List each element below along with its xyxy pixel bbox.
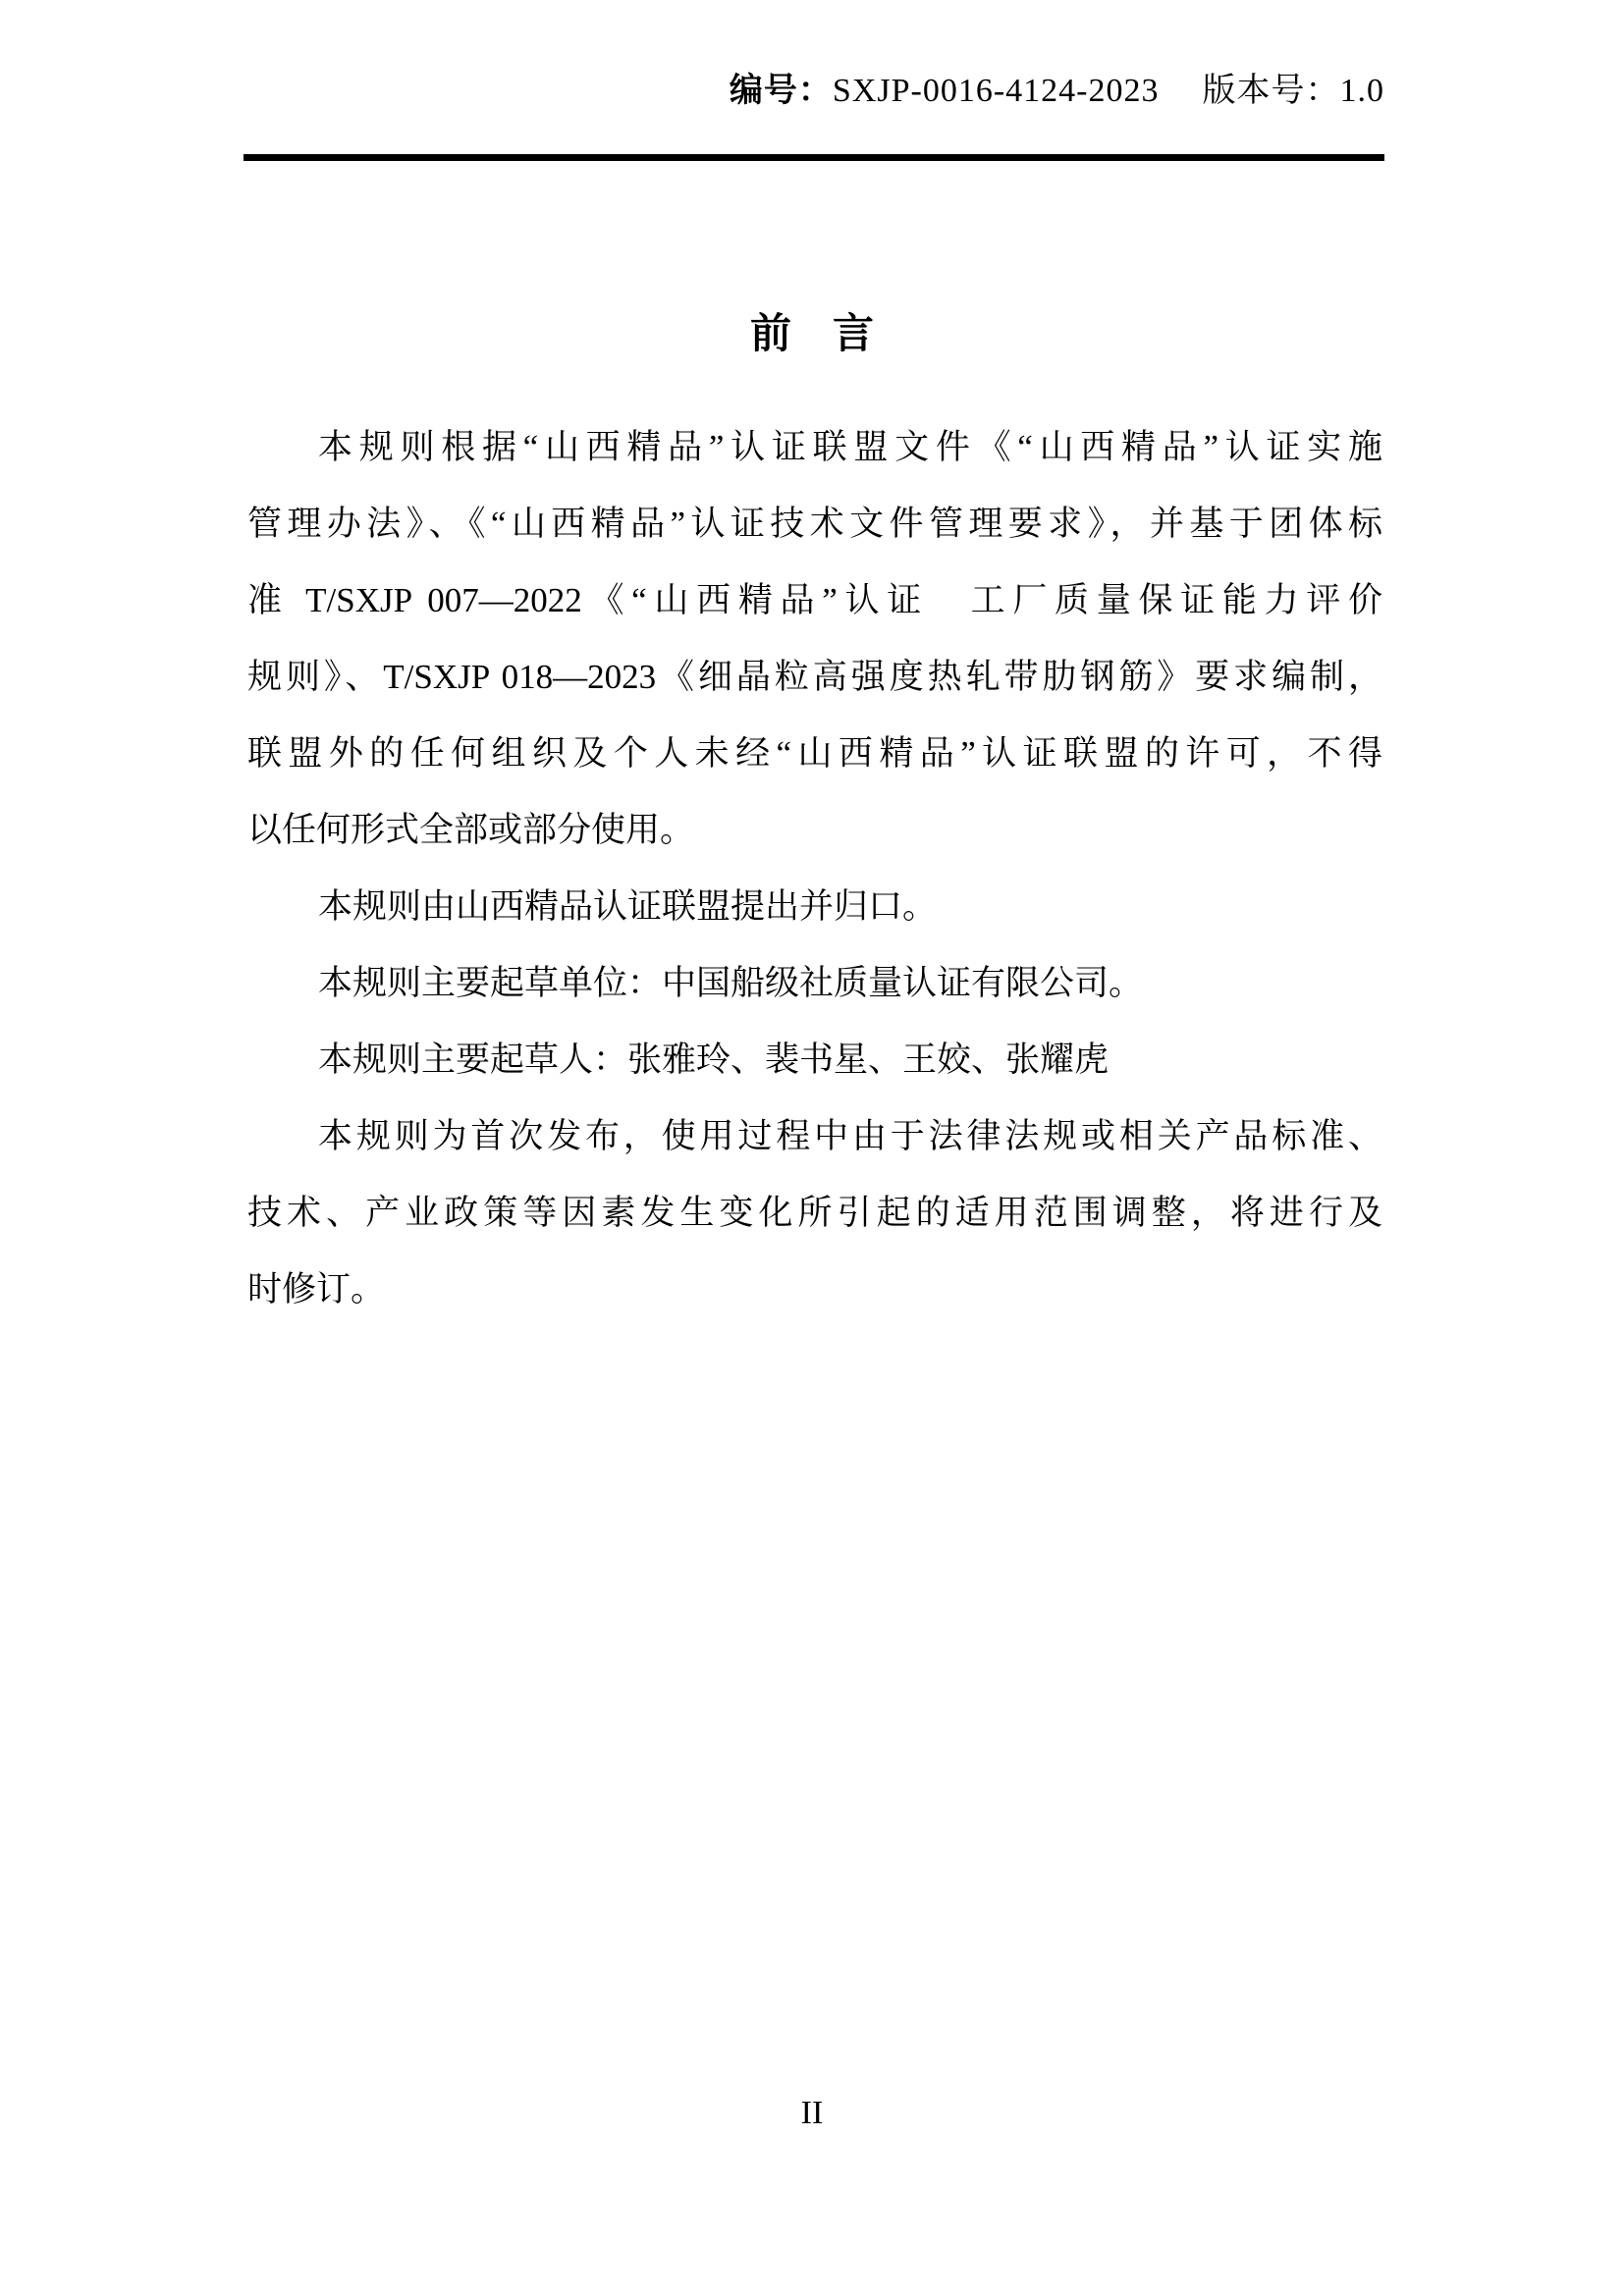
body-line: 规则》、T/SXJP 018—2023《细晶粒高强度热轧带肋钢筋》要求编制， xyxy=(247,658,1382,696)
body-line: 本规则为首次发布，使用过程中由于法律法规或相关产品标准、 xyxy=(318,1117,1382,1155)
body-line: 准 T/SXJP 007—2022《“山西精品”认证 工厂质量保证能力评价 xyxy=(247,581,1382,619)
page-number: II xyxy=(800,2095,824,2131)
body-line: 本规则根据“山西精品”认证联盟文件《“山西精品”认证实施 xyxy=(318,428,1382,466)
body-line: 技术、产业政策等因素发生变化所引起的适用范围调整，将进行及 xyxy=(247,1194,1382,1232)
page-footer xyxy=(0,2094,1624,2133)
page-title: 前 言 xyxy=(749,312,874,357)
body-line: 联盟外的任何组织及个人未经“山西精品”认证联盟的许可，不得 xyxy=(247,734,1382,773)
page-header xyxy=(730,71,1384,111)
header-rule xyxy=(244,154,1384,161)
body-line: 本规则主要起草人：张雅玲、裴书星、王姣、张耀虎 xyxy=(318,1041,1110,1079)
body-text xyxy=(247,409,1382,1328)
body-line: 本规则由山西精品认证联盟提出并归口。 xyxy=(318,887,938,926)
body-line: 本规则主要起草单位：中国船级社质量认证有限公司。 xyxy=(318,964,1144,1002)
version-label: 版本号： xyxy=(1202,73,1340,109)
body-line: 管理办法》、《“山西精品”认证技术文件管理要求》，并基于团体标 xyxy=(247,505,1382,543)
doc-number-value: SXJP-0016-4124-2023 xyxy=(832,73,1160,109)
body-line: 时修订。 xyxy=(247,1270,386,1308)
version-value: 1.0 xyxy=(1339,73,1384,109)
body-line: 以任何形式全部或部分使用。 xyxy=(247,811,695,849)
doc-number-label: 编号： xyxy=(729,72,833,109)
